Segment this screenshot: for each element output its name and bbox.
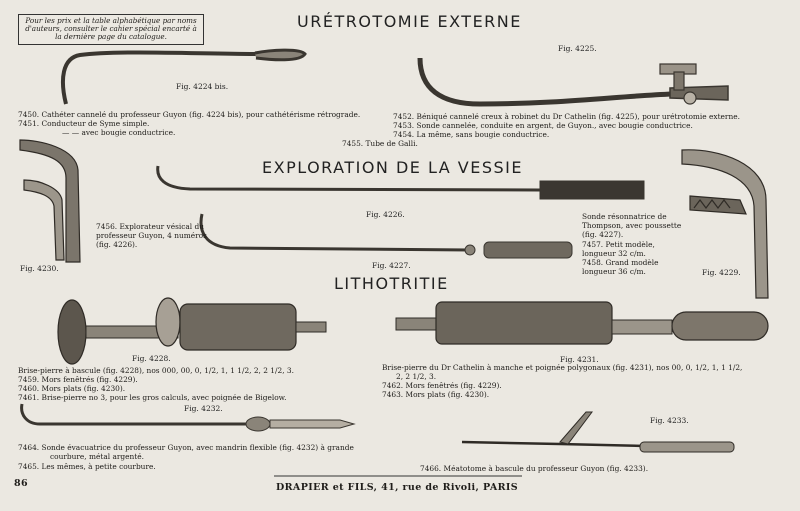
lithotrite-4228-illustration xyxy=(58,298,326,364)
mors-plats-4230-illustration xyxy=(20,140,80,262)
thompson-sound-4227-illustration xyxy=(201,214,572,258)
entry-7457: 7457. Petit modèle, longueur 32 c/m. xyxy=(582,240,655,259)
fig-label-4231: Fig. 4231. xyxy=(560,355,599,364)
entry-sonde-thompson: Sonde résonnatrice de Thompson, avec poussette (fig. 4227). xyxy=(582,212,682,240)
fig-label-4230: Fig. 4230. xyxy=(20,264,59,273)
fig-label-4233: Fig. 4233. xyxy=(650,416,689,425)
entry-brise-pierre-cathelin: Brise-pierre du Dr Cathelin à manche et poignée polygonaux (fig. 4231), nos 00, 0, 1/2, 1, 1 1/2, xyxy=(382,363,743,372)
section-title-urethrotomie: URÉTROTOMIE EXTERNE xyxy=(297,12,522,31)
meatotome-4233-illustration xyxy=(462,412,734,452)
publisher-footer: DRAPIER et FILS, 41, rue de Rivoli, PARIS xyxy=(276,482,518,493)
entry-7453: 7453. Sonde cannelée, conduite en argent, de Guyon., avec bougie conductrice. xyxy=(393,121,693,130)
entry-7456: 7456. Explorateur vésical du professeur Guyon, 4 numéros (fig. 4226). xyxy=(96,222,207,250)
fig-label-4227: Fig. 4227. xyxy=(372,261,411,270)
catheter-4224-illustration xyxy=(63,50,305,104)
entry-brise-pierre-cathelin-sizes: 2, 2 1/2, 3. xyxy=(396,372,437,381)
fig-label-4232: Fig. 4232. xyxy=(184,404,223,413)
entry-7466: 7466. Méatotome à bascule du professeur Guyon (fig. 4233). xyxy=(420,464,649,473)
benique-4225-illustration xyxy=(420,58,728,104)
entry-7450: 7450. Cathéter cannelé du professeur Guyon (fig. 4224 bis), pour cathétérisme rétrograde. xyxy=(18,110,361,119)
entry-7462: 7462. Mors fenêtrés (fig. 4229). xyxy=(382,381,502,390)
entry-7455: 7455. Tube de Galli. xyxy=(342,139,418,148)
entry-7464b: courbure, métal argenté. xyxy=(50,452,144,461)
entry-7464: 7464. Sonde évacuatrice du professeur Guyon, avec mandrin flexible (fig. 4232) à grande xyxy=(18,443,354,452)
price-notice: Pour les prix et la table alphabétique par noms d'auteurs, consulter le cahier spécial encarté à la dernière page du catalogue. xyxy=(18,14,204,45)
section-title-exploration: EXPLORATION DE LA VESSIE xyxy=(262,158,523,177)
fig-label-4228: Fig. 4228. xyxy=(132,354,171,363)
fig-label-4224: Fig. 4224 bis. xyxy=(176,82,229,91)
entry-7458: 7458. Grand modèle longueur 36 c/m. xyxy=(582,258,659,277)
page-number: 86 xyxy=(14,478,29,489)
fig-label-4226: Fig. 4226. xyxy=(366,210,405,219)
section-title-lithotritie: LITHOTRITIE xyxy=(334,274,449,293)
entry-7459: 7459. Mors fenêtrés (fig. 4229). xyxy=(18,375,138,384)
entry-7463: 7463. Mors plats (fig. 4230). xyxy=(382,390,490,399)
fig-label-4229: Fig. 4229. xyxy=(702,268,741,277)
entry-brise-pierre-bascule: Brise-pierre à bascule (fig. 4228), nos 000, 00, 0, 1/2, 1, 1 1/2, 2, 2 1/2, 3. xyxy=(18,366,294,375)
entry-7451: 7451. Conducteur de Syme simple. xyxy=(18,119,150,128)
entry-7465: 7465. Les mêmes, à petite courbure. xyxy=(18,462,156,471)
entry-7452: 7452. Béniqué cannelé creux à robinet du Dr Cathelin (fig. 4225), pour urétrotomie externe. xyxy=(393,112,740,121)
entry-7460: 7460. Mors plats (fig. 4230). xyxy=(18,384,126,393)
entry-7451b: — — avec bougie conductrice. xyxy=(62,128,176,137)
fig-label-4225: Fig. 4225. xyxy=(558,44,597,53)
lithotrite-cathelin-4231-illustration xyxy=(396,302,768,344)
entry-7454: 7454. La même, sans bougie conductrice. xyxy=(393,130,550,139)
entry-7461: 7461. Brise-pierre no 3, pour les gros calculs, avec poignée de Bigelow. xyxy=(18,393,287,402)
